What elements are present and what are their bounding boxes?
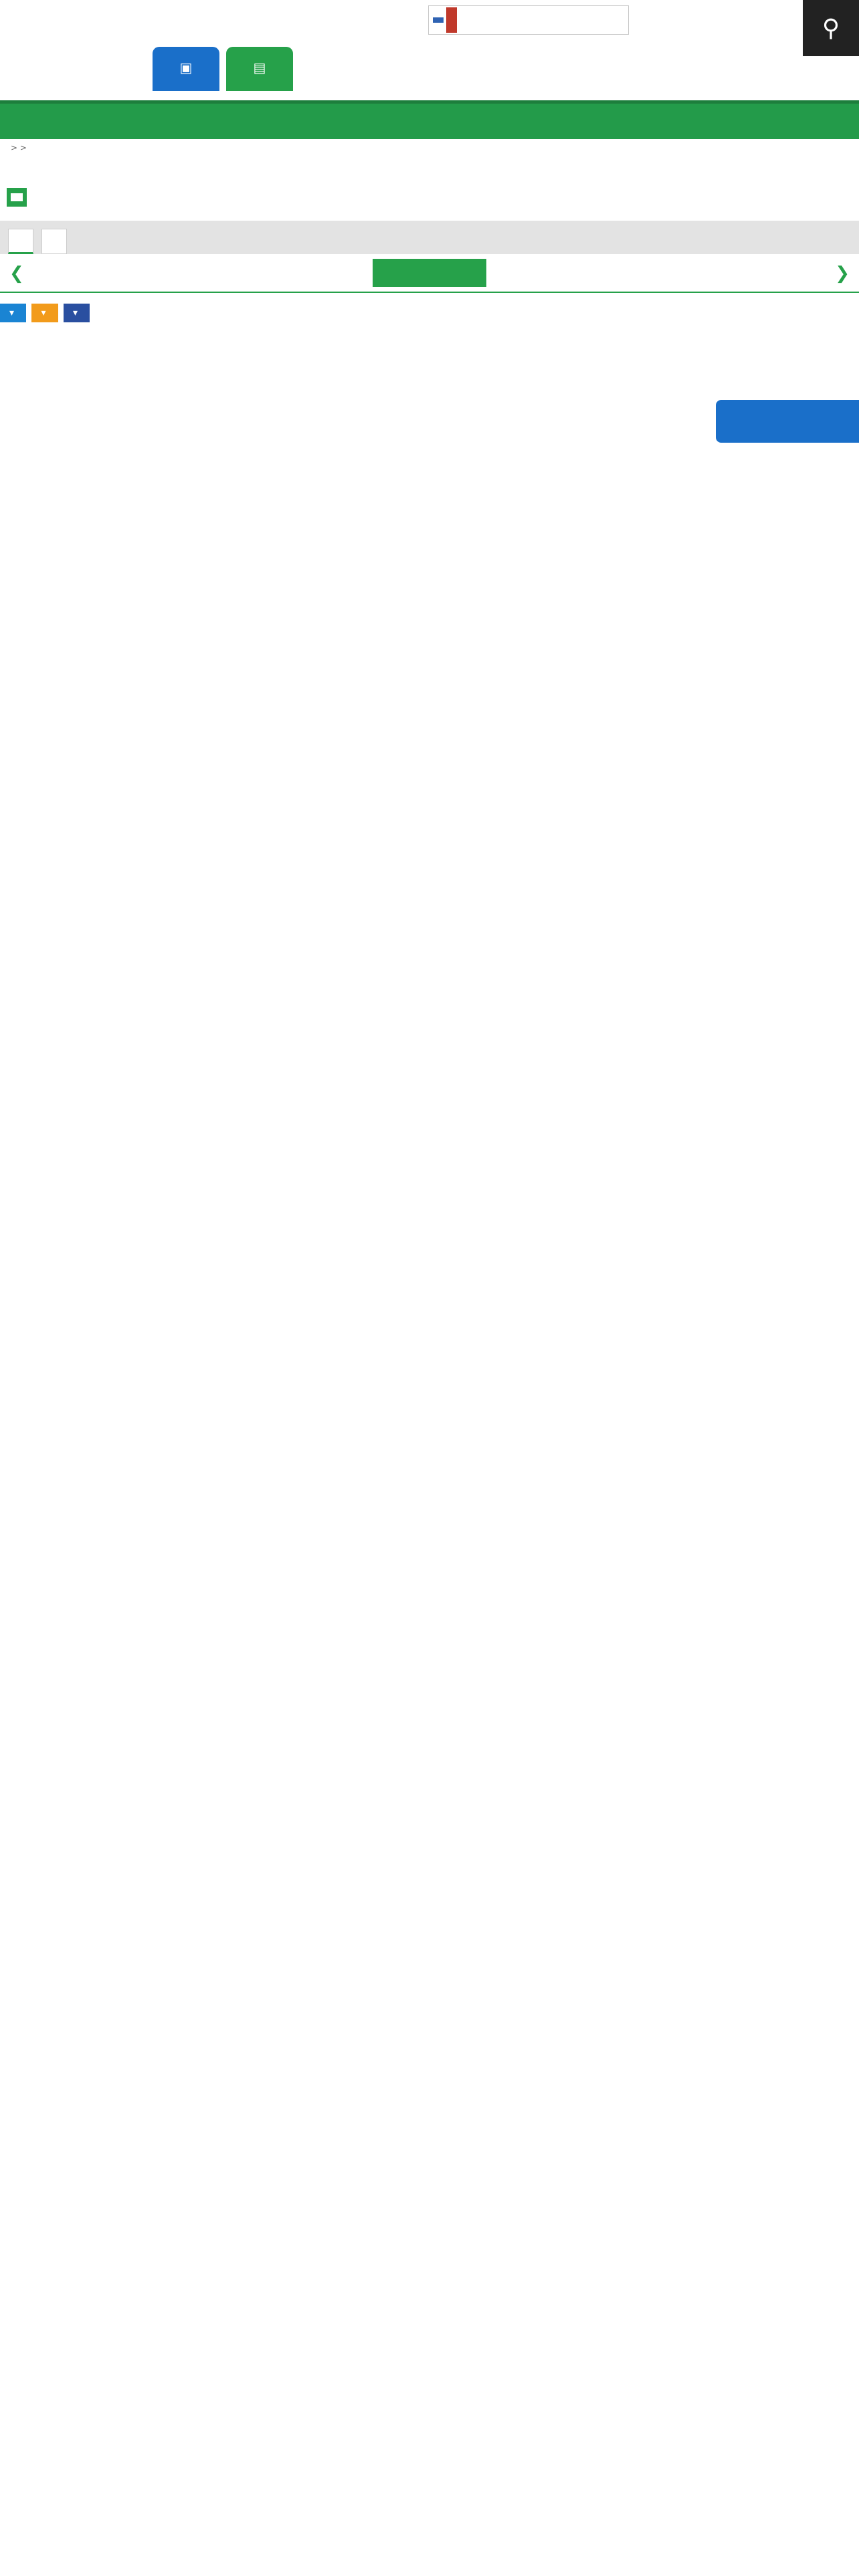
chevron-down-icon: ▾ (41, 308, 49, 318)
ad-banner[interactable] (428, 5, 629, 35)
program-grid (0, 330, 859, 2576)
radio-nav (0, 100, 859, 139)
date-tab[interactable] (258, 259, 373, 287)
tab-tv[interactable] (153, 47, 219, 91)
ad-logo (433, 17, 444, 23)
filter-morning[interactable] (0, 304, 26, 322)
chevron-down-icon: ▾ (72, 308, 81, 318)
search-button[interactable] (803, 0, 859, 56)
date-tab-today[interactable] (373, 259, 487, 287)
ad-text (446, 7, 457, 33)
legend-new (804, 230, 815, 238)
tab-weekly[interactable] (8, 229, 33, 254)
radio-icon: ▤ (253, 60, 266, 76)
live-button[interactable] (716, 400, 859, 443)
search-icon: ⚲ (822, 14, 840, 42)
title-row (0, 174, 859, 221)
date-tab[interactable] (601, 259, 715, 287)
next-week-arrow-icon[interactable]: ❯ (835, 263, 850, 284)
filter-night[interactable] (64, 304, 90, 322)
tv-icon: ▣ (179, 60, 193, 76)
legend-rerun (823, 230, 834, 238)
legend (796, 230, 852, 238)
legend-final (842, 230, 852, 238)
breadcrumb: > > (11, 143, 27, 152)
tab-radio[interactable] (226, 47, 293, 91)
filter-afternoon[interactable] (31, 304, 58, 322)
date-tab[interactable] (486, 259, 601, 287)
date-tab[interactable] (144, 259, 258, 287)
date-tab[interactable] (715, 259, 830, 287)
chevron-down-icon: ▾ (9, 308, 17, 318)
subtab-bar (0, 221, 859, 254)
date-row (0, 254, 859, 293)
schedule-icon (7, 188, 27, 207)
prev-week-arrow-icon[interactable]: ❮ (9, 263, 24, 284)
time-filter (0, 293, 859, 333)
site-header (0, 0, 859, 100)
tab-daily[interactable] (41, 229, 67, 254)
date-tab[interactable] (29, 259, 144, 287)
